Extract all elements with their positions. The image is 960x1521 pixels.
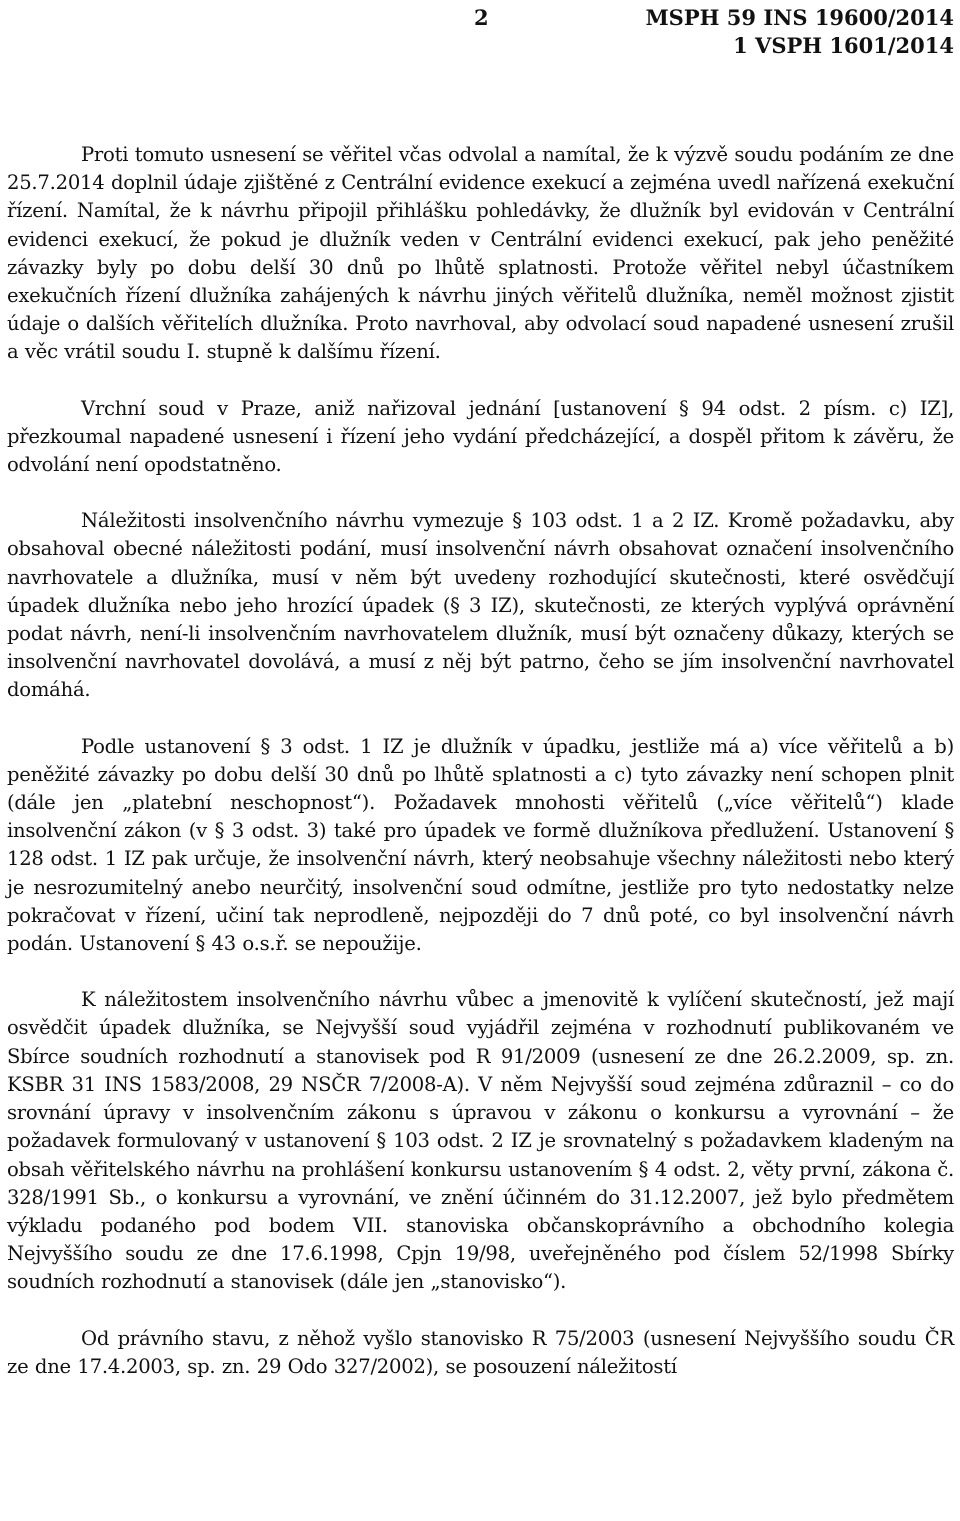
- page-number: 2: [474, 5, 489, 30]
- paragraph-petition-requirements: Náležitosti insolvenčního návrhu vymezuje § 103 odst. 1 a 2 IZ. Kromě požadavku, aby obsahoval obecné náležitosti podání, musí insolvenční návrh obsahovat označení insolvenčního navrhovatele a dlužníka, musí v něm být uvedeny rozhodující skutečnosti, které osvědčují úpadek dlužníka nebo jeho hrozící úpadek (§ 3 IZ), skutečnosti, ze kterých vyplývá oprávnění podat návrh, není-li insolvenčním navrhovatelem dlužník, musí být označeny důkazy, kterých se insolvenční navrhovatel dovolává, a musí z něj být patrno, čeho se jím insolvenční navrhovatel domáhá.: [7, 509, 954, 702]
- page-header: [0, 2, 960, 64]
- case-file-number-primary: MSPH 59 INS 19600/2014: [645, 5, 954, 30]
- paragraph-supreme-court-ruling: K náležitostem insolvenčního návrhu vůbec a jmenovitě k vylíčení skutečností, jež mají osvědčit úpadek dlužníka, se Nejvyšší soud vyjádřil zejména v rozhodnutí publikovaném ve Sbírce soudních rozhodnutí a stanovisek pod R 91/2009 (usnesení ze dne 26.2.2009, sp. zn. KSBR 31 INS 1583/2008, 29 NSČR 7/2008-A). V něm Nejvyšší soud zejména zdůraznil – co do srovnání úpravy v insolvenčním zákonu s úpravou v zákonu o konkursu a vyrovnání – že požadavek formulovaný v ustanovení § 103 odst. 2 IZ je srovnatelný s požadavkem kladeným na obsah věřitelského návrhu na prohlášení konkursu ustanovením § 4 odst. 2, věty první, zákona č. 328/1991 Sb., o konkursu a vyrovnání, ve znění účinném do 31.12.2007, jež bylo předmětem výkladu podaného pod bodem VII. stanoviska občanskoprávního a obchodního kolegia Nejvyššího soudu ze dne 17.6.1998, Cpjn 19/98, uveřejněného pod číslem 52/1998 Sbírky soudních rozhodnutí a stanovisek (dále jen „stanovisko“).: [7, 988, 954, 1294]
- case-file-number-appeal: 1 VSPH 1601/2014: [733, 33, 954, 58]
- document-body: [7, 141, 954, 1381]
- paragraph-insolvency-definition: Podle ustanovení § 3 odst. 1 IZ je dlužník v úpadku, jestliže má a) více věřitelů a b) peněžité závazky po dobu delší 30 dnů po lhůtě splatnosti a c) tyto závazky není schopen plnit (dále jen „platební neschopnost“). Požadavek mnohosti věřitelů („více věřitelů“) klade insolvenční zákon (v § 3 odst. 3) také pro úpadek ve formě dlužníkova předlužení. Ustanovení § 128 odst. 1 IZ pak určuje, že insolvenční návrh, který neobsahuje všechny náležitosti nebo který je nesrozumitelný anebo neurčitý, insolvenční soud odmítne, jestliže pro tyto nedostatky nelze pokračovat v řízení, učiní tak neprodleně, nejpozději do 7 dnů poté, co byl insolvenční návrh podán. Ustanovení § 43 o.s.ř. se nepoužije.: [7, 734, 954, 956]
- paragraph-legal-state: Od právního stavu, z něhož vyšlo stanovisko R 75/2003 (usnesení Nejvyššího soudu ČR ze dne 17.4.2003, sp. zn. 29 Odo 327/2002), se posouzení náležitostí: [7, 1326, 954, 1378]
- paragraph-review: Vrchní soud v Praze, aniž nařizoval jednání [ustanovení § 94 odst. 2 písm. c) IZ], přezkoumal napadené usnesení i řízení jeho vydání předcházející, a dospěl přitom k závěru, že odvolání není opodstatněno.: [7, 396, 954, 477]
- case-file-numbers: [645, 4, 954, 60]
- paragraph-appeal: Proti tomuto usnesení se věřitel včas odvolal a namítal, že k výzvě soudu podáním ze dne 25.7.2014 doplnil údaje zjištěné z Centrální evidence exekucí a zejména uvedl nařízená exekuční řízení. Namítal, že k návrhu připojil přihlášku pohledávky, že dlužník byl evidován v Centrální evidenci exekucí, že pokud je dlužník veden v Centrální evidenci exekucí, pak jeho peněžité závazky byly po dobu delší 30 dnů po lhůtě splatnosti. Protože věřitel nebyl účastníkem exekučních řízení dlužníka zahájených k návrhu jiných věřitelů dlužníka, neměl možnost zjistit údaje o dalších věřitelích dlužníka. Proto navrhoval, aby odvolací soud napadené usnesení zrušil a věc vrátil soudu I. stupně k dalšímu řízení.: [7, 143, 954, 364]
